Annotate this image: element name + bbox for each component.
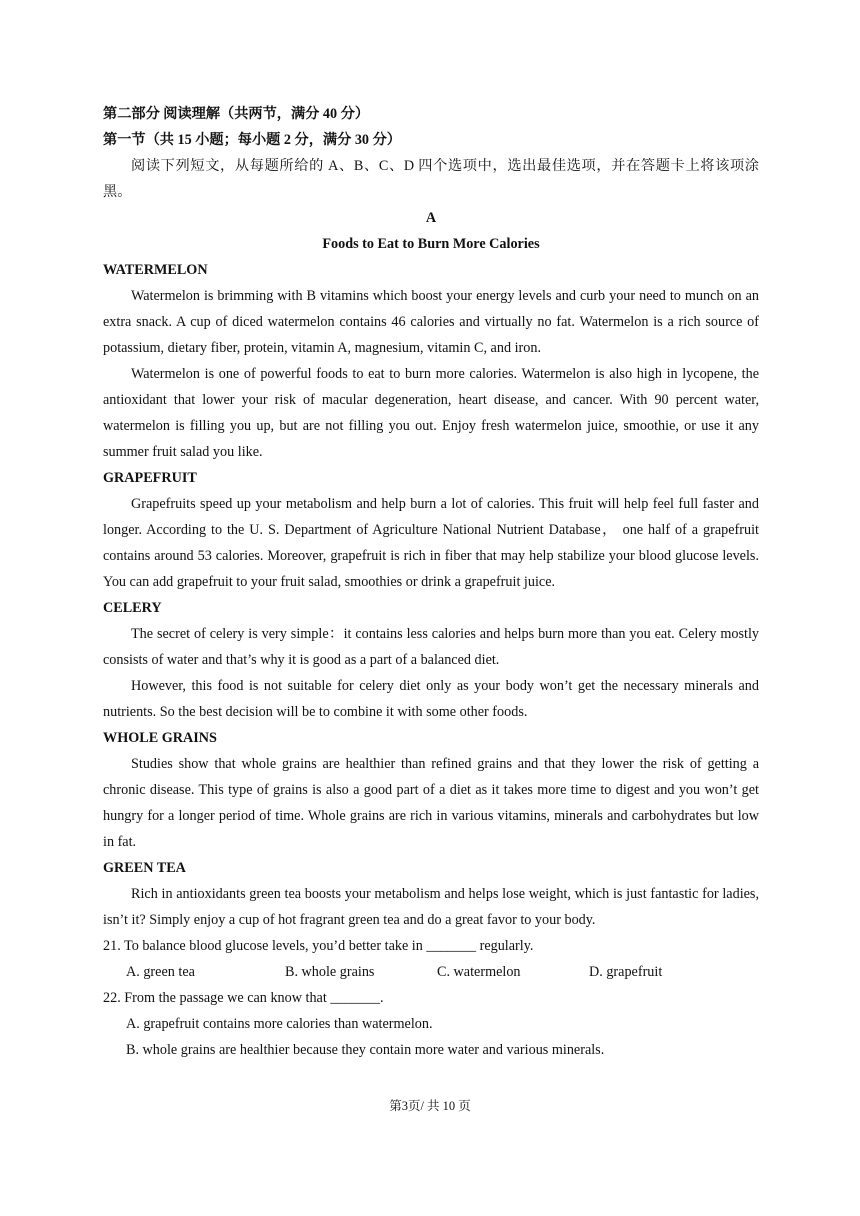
section-title: 第一节（共 15 小题；每小题 2 分，满分 30 分） — [103, 132, 401, 148]
question-22-stem: 22. From the passage we can know that _______. — [103, 990, 384, 1006]
paragraph-watermelon-1: Watermelon is brimming with B vitamins which boost your energy levels and curb your need to munch on an extra snack. A cup of diced watermelon contains 46 calories and virtually no fat. Watermelon is a rich source of potassium, dietary fiber, protein, vitamin A, magnesium, vitamin C, and iron. — [103, 288, 759, 356]
passage-label: A — [425, 210, 437, 226]
question-21-option-d: D. grapefruit — [589, 964, 663, 980]
heading-watermelon: WATERMELON — [103, 262, 208, 278]
paragraph-celery-2: However, this food is not suitable for celery diet only as your body won’t get the necessary minerals and nutrients. So the best decision will be to combine it with some other foods. — [103, 678, 759, 720]
question-22-option-b: B. whole grains are healthier because they contain more water and various minerals. — [126, 1042, 605, 1058]
paragraph-celery-1: The secret of celery is very simple：it contains less calories and helps burn more than you eat. Celery mostly consists of water and that’s why it is good as a part of a balanced diet. — [103, 626, 759, 668]
page-footer: 第3页/ 共 10 页 — [389, 1099, 471, 1113]
paragraph-watermelon-2: Watermelon is one of powerful foods to eat to burn more calories. Watermelon is also high in lycopene, the antioxidant that lower your risk of macular degeneration, heart disease, and cancer. With 90 percent water, watermelon is filling you up, but are not filling you out. Enjoy fresh watermelon juice, smoothie, or use it any summer fruit salad you like. — [103, 366, 759, 460]
passage-title: Foods to Eat to Burn More Calories — [322, 236, 540, 252]
part-title: 第二部分 阅读理解（共两节，满分 40 分） — [103, 106, 370, 122]
question-21-stem: 21. To balance blood glucose levels, you’d better take in _______ regularly. — [103, 938, 534, 954]
paragraph-green-tea-1: Rich in antioxidants green tea boosts your metabolism and helps lose weight, which is just fantastic for ladies, isn’t it? Simply enjoy a cup of hot fragrant green tea and do a great favor to your body. — [103, 886, 759, 928]
heading-grapefruit: GRAPEFRUIT — [103, 470, 197, 486]
instructions: 阅读下列短文，从每题所给的 A、B、C、D 四个选项中，选出最佳选项，并在答题卡上将该项涂黑。 — [103, 158, 759, 200]
paragraph-grapefruit-1: Grapefruits speed up your metabolism and help burn a lot of calories. This fruit will help feel full faster and longer. According to the U. S. Department of Agriculture National Nutrient Database， one half of a grapefruit contains around 53 calories. Moreover, grapefruit is rich in fiber that may help stabilize your blood glucose levels. You can add grapefruit to your fruit salad, smoothies or drink a grapefruit juice. — [103, 496, 759, 590]
paragraph-whole-grains-1: Studies show that whole grains are healthier than refined grains and that they lower the risk of getting a chronic disease. This type of grains is also a good part of a diet as it takes more time to digest and you won’t get hungry for a longer period of time. Whole grains are rich in various vitamins, minerals and carbohydrates but low in fat. — [103, 756, 759, 850]
question-21-option-b: B. whole grains — [285, 964, 375, 980]
question-22-option-a: A. grapefruit contains more calories than watermelon. — [126, 1016, 433, 1032]
page-content — [103, 101, 759, 1063]
question-21-option-c: C. watermelon — [437, 964, 521, 980]
heading-celery: CELERY — [103, 600, 162, 616]
heading-whole-grains: WHOLE GRAINS — [103, 730, 217, 746]
question-21-options — [103, 959, 759, 985]
question-21-option-a: A. green tea — [126, 964, 195, 980]
heading-green-tea: GREEN TEA — [103, 860, 186, 876]
